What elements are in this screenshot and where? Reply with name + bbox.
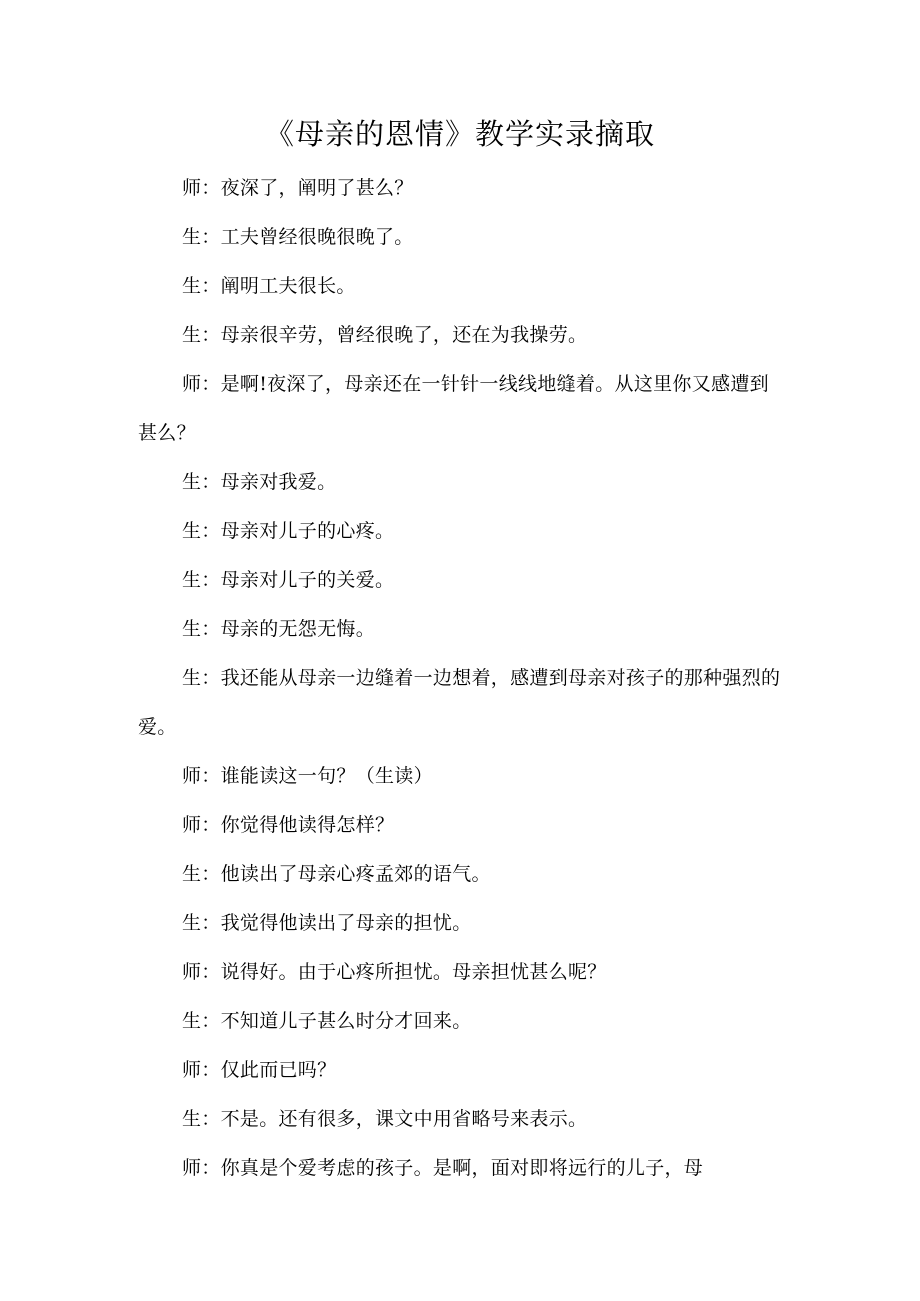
dialogue-paragraph: 生：母亲对儿子的关爱。 — [182, 569, 395, 591]
dialogue-paragraph: 生：母亲对儿子的心疼。 — [182, 520, 395, 542]
dialogue-paragraph: 师：你真是个爱考虑的孩子。是啊，面对即将远行的儿子，母 — [182, 1157, 704, 1179]
dialogue-paragraph: 生：阐明工夫很长。 — [182, 275, 356, 297]
dialogue-paragraph: 生：母亲的无怨无悔。 — [182, 618, 376, 640]
dialogue-paragraph: 生：母亲对我爱。 — [182, 471, 337, 493]
dialogue-paragraph: 生：我觉得他读出了母亲的担忧。 — [182, 912, 472, 934]
dialogue-paragraph: 师：说得好。由于心疼所担忧。母亲担忧甚么呢？ — [182, 961, 607, 983]
dialogue-paragraph: 师：你觉得他读得怎样？ — [182, 814, 395, 836]
dialogue-paragraph: 师：夜深了，阐明了甚么？ — [182, 177, 414, 199]
dialogue-paragraph: 生：他读出了母亲心疼孟郊的语气。 — [182, 863, 491, 885]
dialogue-paragraph: 师：谁能读这一句？（生读） — [182, 765, 433, 787]
dialogue-paragraph: 生：不是。还有很多，课文中用省略号来表示。 — [182, 1108, 588, 1130]
dialogue-paragraph: 生：我还能从母亲一边缝着一边想着，感遭到母亲对孩子的那种强烈的爱。 — [138, 667, 781, 738]
dialogue-paragraph: 生：工夫曾经很晚很晚了。 — [182, 226, 414, 248]
dialogue-paragraph: 师：仅此而已吗？ — [182, 1059, 337, 1081]
dialogue-paragraph: 师：是啊!夜深了，母亲还在一针针一线线地缝着。从这里你又感遭到甚么？ — [138, 373, 769, 444]
dialogue-paragraph: 生：母亲很辛劳，曾经很晚了，还在为我操劳。 — [182, 324, 588, 346]
dialogue-paragraph: 生：不知道儿子甚么时分才回来。 — [182, 1010, 472, 1032]
document-body — [138, 164, 788, 1193]
document-title: 《母亲的恩情》教学实录摘取 — [264, 117, 655, 151]
